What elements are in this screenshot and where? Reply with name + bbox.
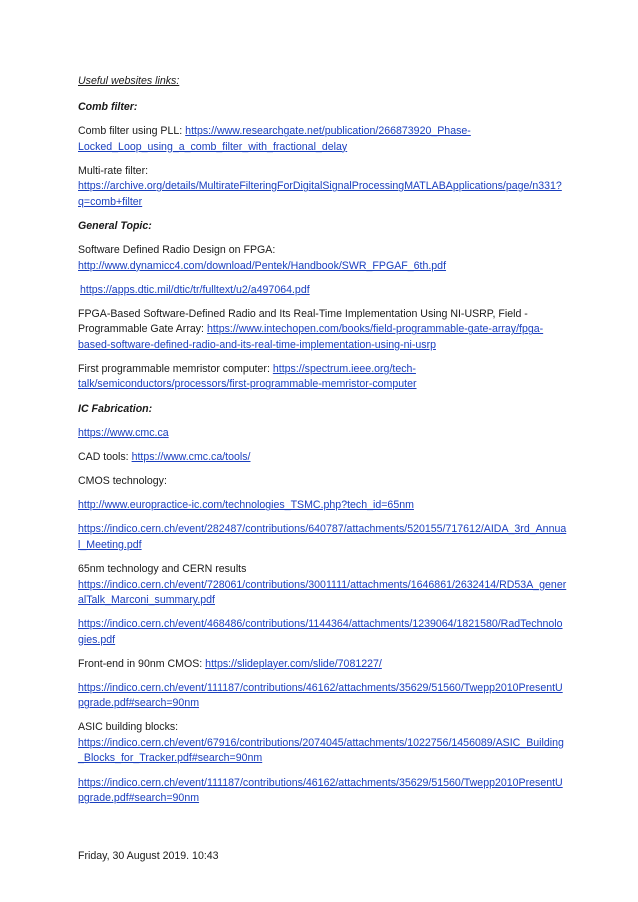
link-cmc[interactable]: https://www.cmc.ca: [78, 427, 169, 440]
entry-label: Comb filter using PLL:: [78, 125, 186, 137]
entry-cmos-technology: CMOS technology:: [78, 475, 167, 488]
link-ieee-memristor[interactable]: https://spectrum.ieee.org/tech-talk/semiconductors/processors/first-programmable-memristor-computer: [78, 362, 417, 391]
entry-cmc: [78, 426, 568, 442]
document-body: [78, 74, 568, 815]
entry-fpga-sdr-usrp: [78, 307, 568, 354]
section-heading-ic-fabrication: IC Fabrication:: [78, 402, 153, 415]
entry-label: Front-end in 90nm CMOS:: [78, 657, 206, 670]
entry-label: 65nm technology and CERN results: [78, 563, 247, 576]
footer-timestamp: Friday, 30 August 2019. 10:43: [78, 850, 219, 862]
entry-aida-meeting: [78, 522, 568, 553]
entry-sdr-fpga: [78, 243, 568, 274]
entry-label: CAD tools:: [78, 451, 132, 464]
link-sdr-fpga-handbook[interactable]: http://www.dynamicc4.com/download/Pentek/Handbook/SWR_FPGAF_6th.pdf: [78, 259, 447, 272]
document-title: Useful websites links:: [78, 75, 180, 87]
entry-dtic: [78, 283, 568, 299]
link-dtic-fulltext[interactable]: https://apps.dtic.mil/dtic/tr/fulltext/u2/a497064.pdf: [80, 283, 310, 296]
entry-front-end-90nm: [78, 657, 568, 673]
link-twepp2010-upgrade-repeat[interactable]: https://indico.cern.ch/event/111187/contributions/46162/attachments/35629/51560/Twepp2010PresentUpgrade.pdf#search=90nm: [78, 776, 563, 804]
entry-65nm-cern: [78, 562, 568, 609]
link-comb-filter-pll[interactable]: https://www.researchgate.net/publication/266873920_Phase-Locked_Loop_using_a_comb_filter_with_fractional_delay: [78, 125, 471, 153]
link-slideplayer[interactable]: https://slideplayer.com/slide/7081227/: [205, 657, 382, 670]
entry-asic-building-blocks: [78, 720, 568, 767]
link-europractice-tsmc[interactable]: http://www.europractice-ic.com/technologies_TSMC.php?tech_id=65nm: [78, 499, 414, 512]
link-rad-technologies[interactable]: https://indico.cern.ch/event/468486/contributions/1144364/attachments/1239064/1821580/RadTechnologies.pdf: [78, 618, 563, 646]
entry-rad-technologies: [78, 617, 568, 648]
entry-comb-filter-pll: [78, 124, 568, 155]
entry-label: Multi-rate filter:: [78, 164, 149, 177]
entry-label: FPGA-Based Software-Defined Radio and Its Real-Time Implementation Using NI-USRP, Field -Programmable Gate Array:: [78, 307, 528, 336]
entry-label: Software Defined Radio Design on FPGA:: [78, 244, 276, 257]
entry-cad-tools: [78, 450, 568, 466]
link-twepp2010-upgrade[interactable]: https://indico.cern.ch/event/111187/contributions/46162/attachments/35629/51560/Twepp2010PresentUpgrade.pdf#search=90nm: [78, 681, 563, 710]
section-heading-comb-filter: Comb filter:: [78, 100, 138, 113]
entry-multirate-filter: [78, 164, 568, 211]
entry-twepp-upgrade-1: [78, 681, 568, 712]
link-multirate-filter[interactable]: https://archive.org/details/MultirateFilteringForDigitalSignalProcessingMATLABApplications/page/n331?q=comb+filter: [78, 180, 562, 208]
entry-memristor-computer: [78, 362, 568, 393]
entry-twepp-upgrade-2: [78, 776, 568, 807]
entry-label: ASIC building blocks:: [78, 721, 179, 734]
entry-europractice: [78, 498, 568, 514]
link-aida-annual-meeting[interactable]: https://indico.cern.ch/event/282487/contributions/640787/attachments/520155/717612/AIDA_3rd_Annual_Meeting.pdf: [78, 523, 567, 551]
link-cmc-tools[interactable]: https://www.cmc.ca/tools/: [131, 451, 251, 464]
link-rd53a-summary[interactable]: https://indico.cern.ch/event/728061/contributions/3001111/attachments/1646861/2632414/RD53A_generalTalk_Marconi_summary.pdf: [78, 578, 567, 607]
section-heading-general-topic: General Topic:: [78, 219, 152, 232]
link-asic-building-blocks[interactable]: https://indico.cern.ch/event/67916/contributions/2074045/attachments/1022756/1456089/ASIC_Building_Blocks_for_Tracker.pdf#search=90nm: [78, 736, 564, 765]
link-intechopen-fpga-sdr[interactable]: https://www.intechopen.com/books/field-programmable-gate-array/fpga-based-software-defined-radio-and-its-real-time-implementation-using-ni-usrp: [78, 323, 544, 351]
entry-label: First programmable memristor computer:: [78, 362, 273, 375]
